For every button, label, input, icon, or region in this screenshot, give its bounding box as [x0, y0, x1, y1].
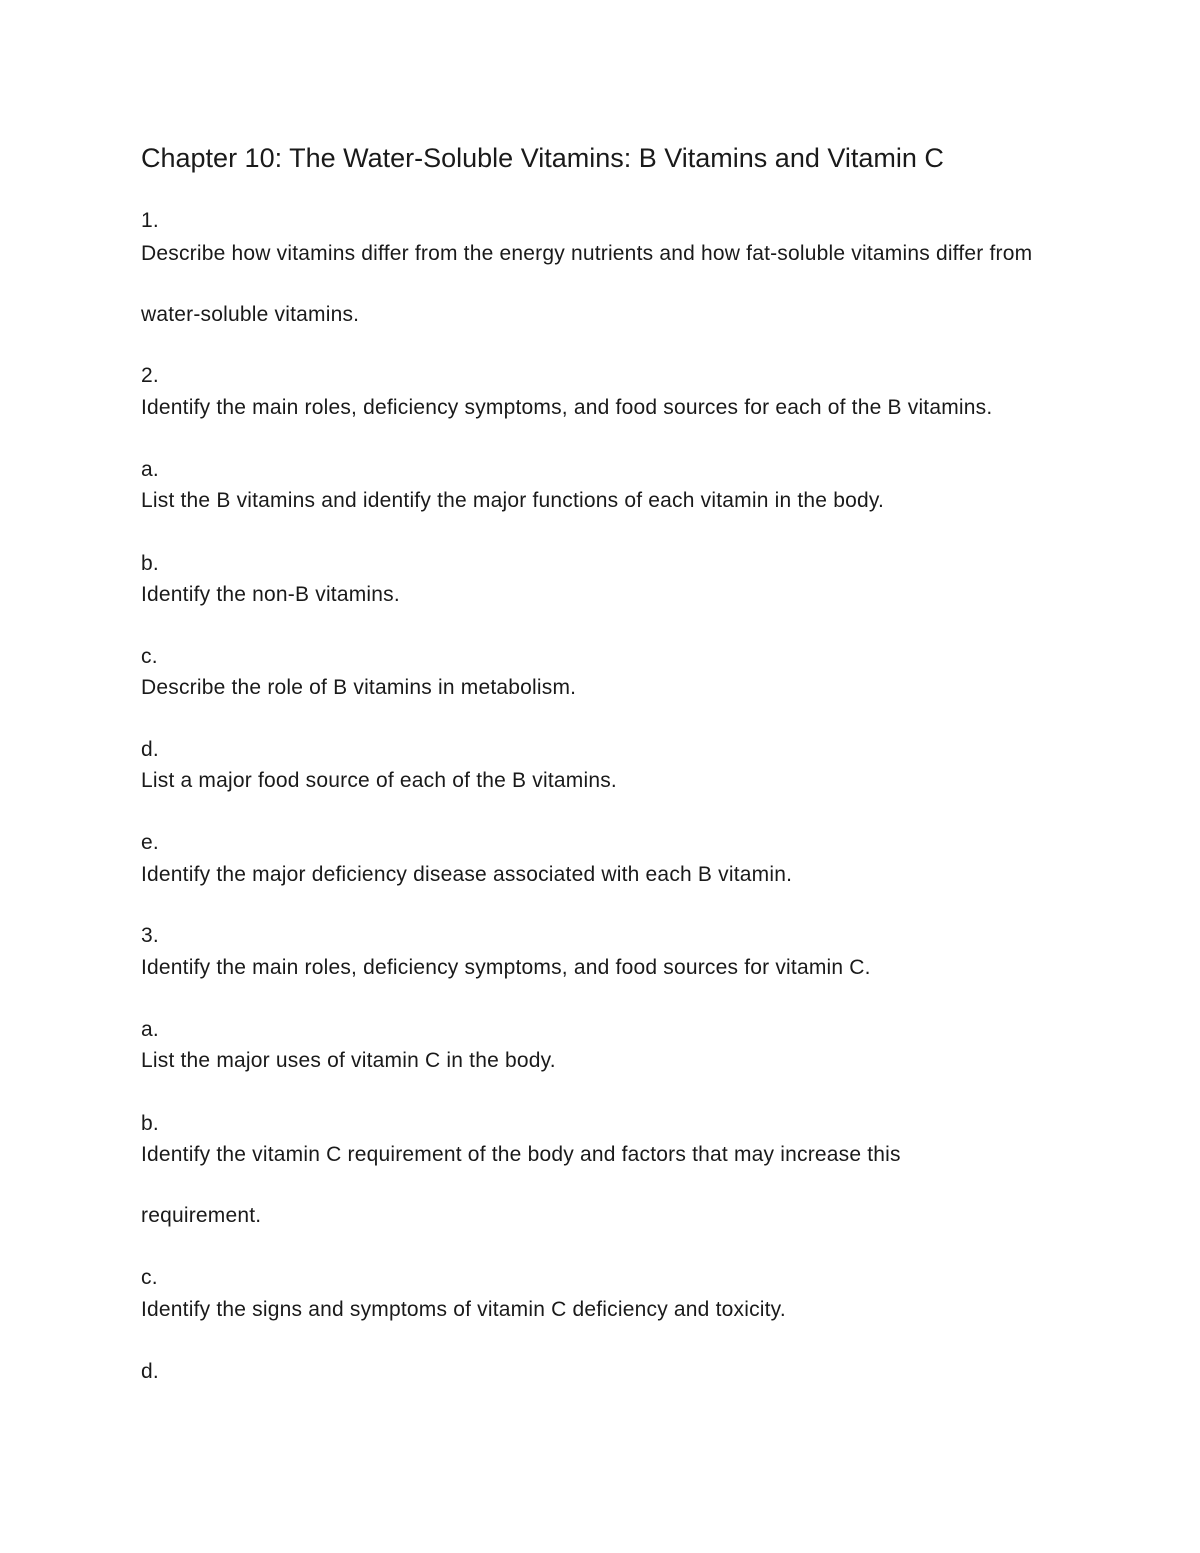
- subitem-letter: b.: [141, 1112, 159, 1135]
- subitem-letter: c.: [141, 1266, 158, 1289]
- subitem-text: List the major uses of vitamin C in the body.: [141, 1049, 556, 1072]
- subitem-text: List the B vitamins and identify the major functions of each vitamin in the body.: [141, 489, 885, 512]
- subitem-letter: d.: [141, 1360, 159, 1383]
- question-number-3: 3.: [141, 924, 159, 947]
- question-number-2: 2.: [141, 364, 159, 387]
- subitem-text: Describe the role of B vitamins in metabolism.: [141, 676, 577, 699]
- page-title: Chapter 10: The Water-Soluble Vitamins: B Vitamins and Vitamin C: [141, 143, 944, 173]
- subitem-text: Identify the non-B vitamins.: [141, 583, 400, 606]
- subitem-letter: a.: [141, 458, 159, 481]
- question-text: Identify the main roles, deficiency symptoms, and food sources for each of the B vitamins.: [141, 396, 993, 419]
- question-text: Identify the main roles, deficiency symptoms, and food sources for vitamin C.: [141, 956, 871, 979]
- question-text-continued: water-soluble vitamins.: [141, 303, 360, 326]
- subitem-text: Identify the signs and symptoms of vitamin C deficiency and toxicity.: [141, 1298, 786, 1321]
- question-text: Describe how vitamins differ from the energy nutrients and how fat-soluble vitamins differ from: [141, 242, 1033, 265]
- subitem-letter: b.: [141, 552, 159, 575]
- subitem-text-continued: requirement.: [141, 1204, 262, 1227]
- subitem-text: Identify the vitamin C requirement of the body and factors that may increase this: [141, 1143, 901, 1166]
- subitem-text: Identify the major deficiency disease associated with each B vitamin.: [141, 863, 793, 886]
- subitem-letter: c.: [141, 645, 158, 668]
- question-number-1: 1.: [141, 209, 159, 232]
- subitem-text: List a major food source of each of the B vitamins.: [141, 769, 617, 792]
- subitem-letter: a.: [141, 1018, 159, 1041]
- subitem-letter: e.: [141, 831, 159, 854]
- subitem-letter: d.: [141, 738, 159, 761]
